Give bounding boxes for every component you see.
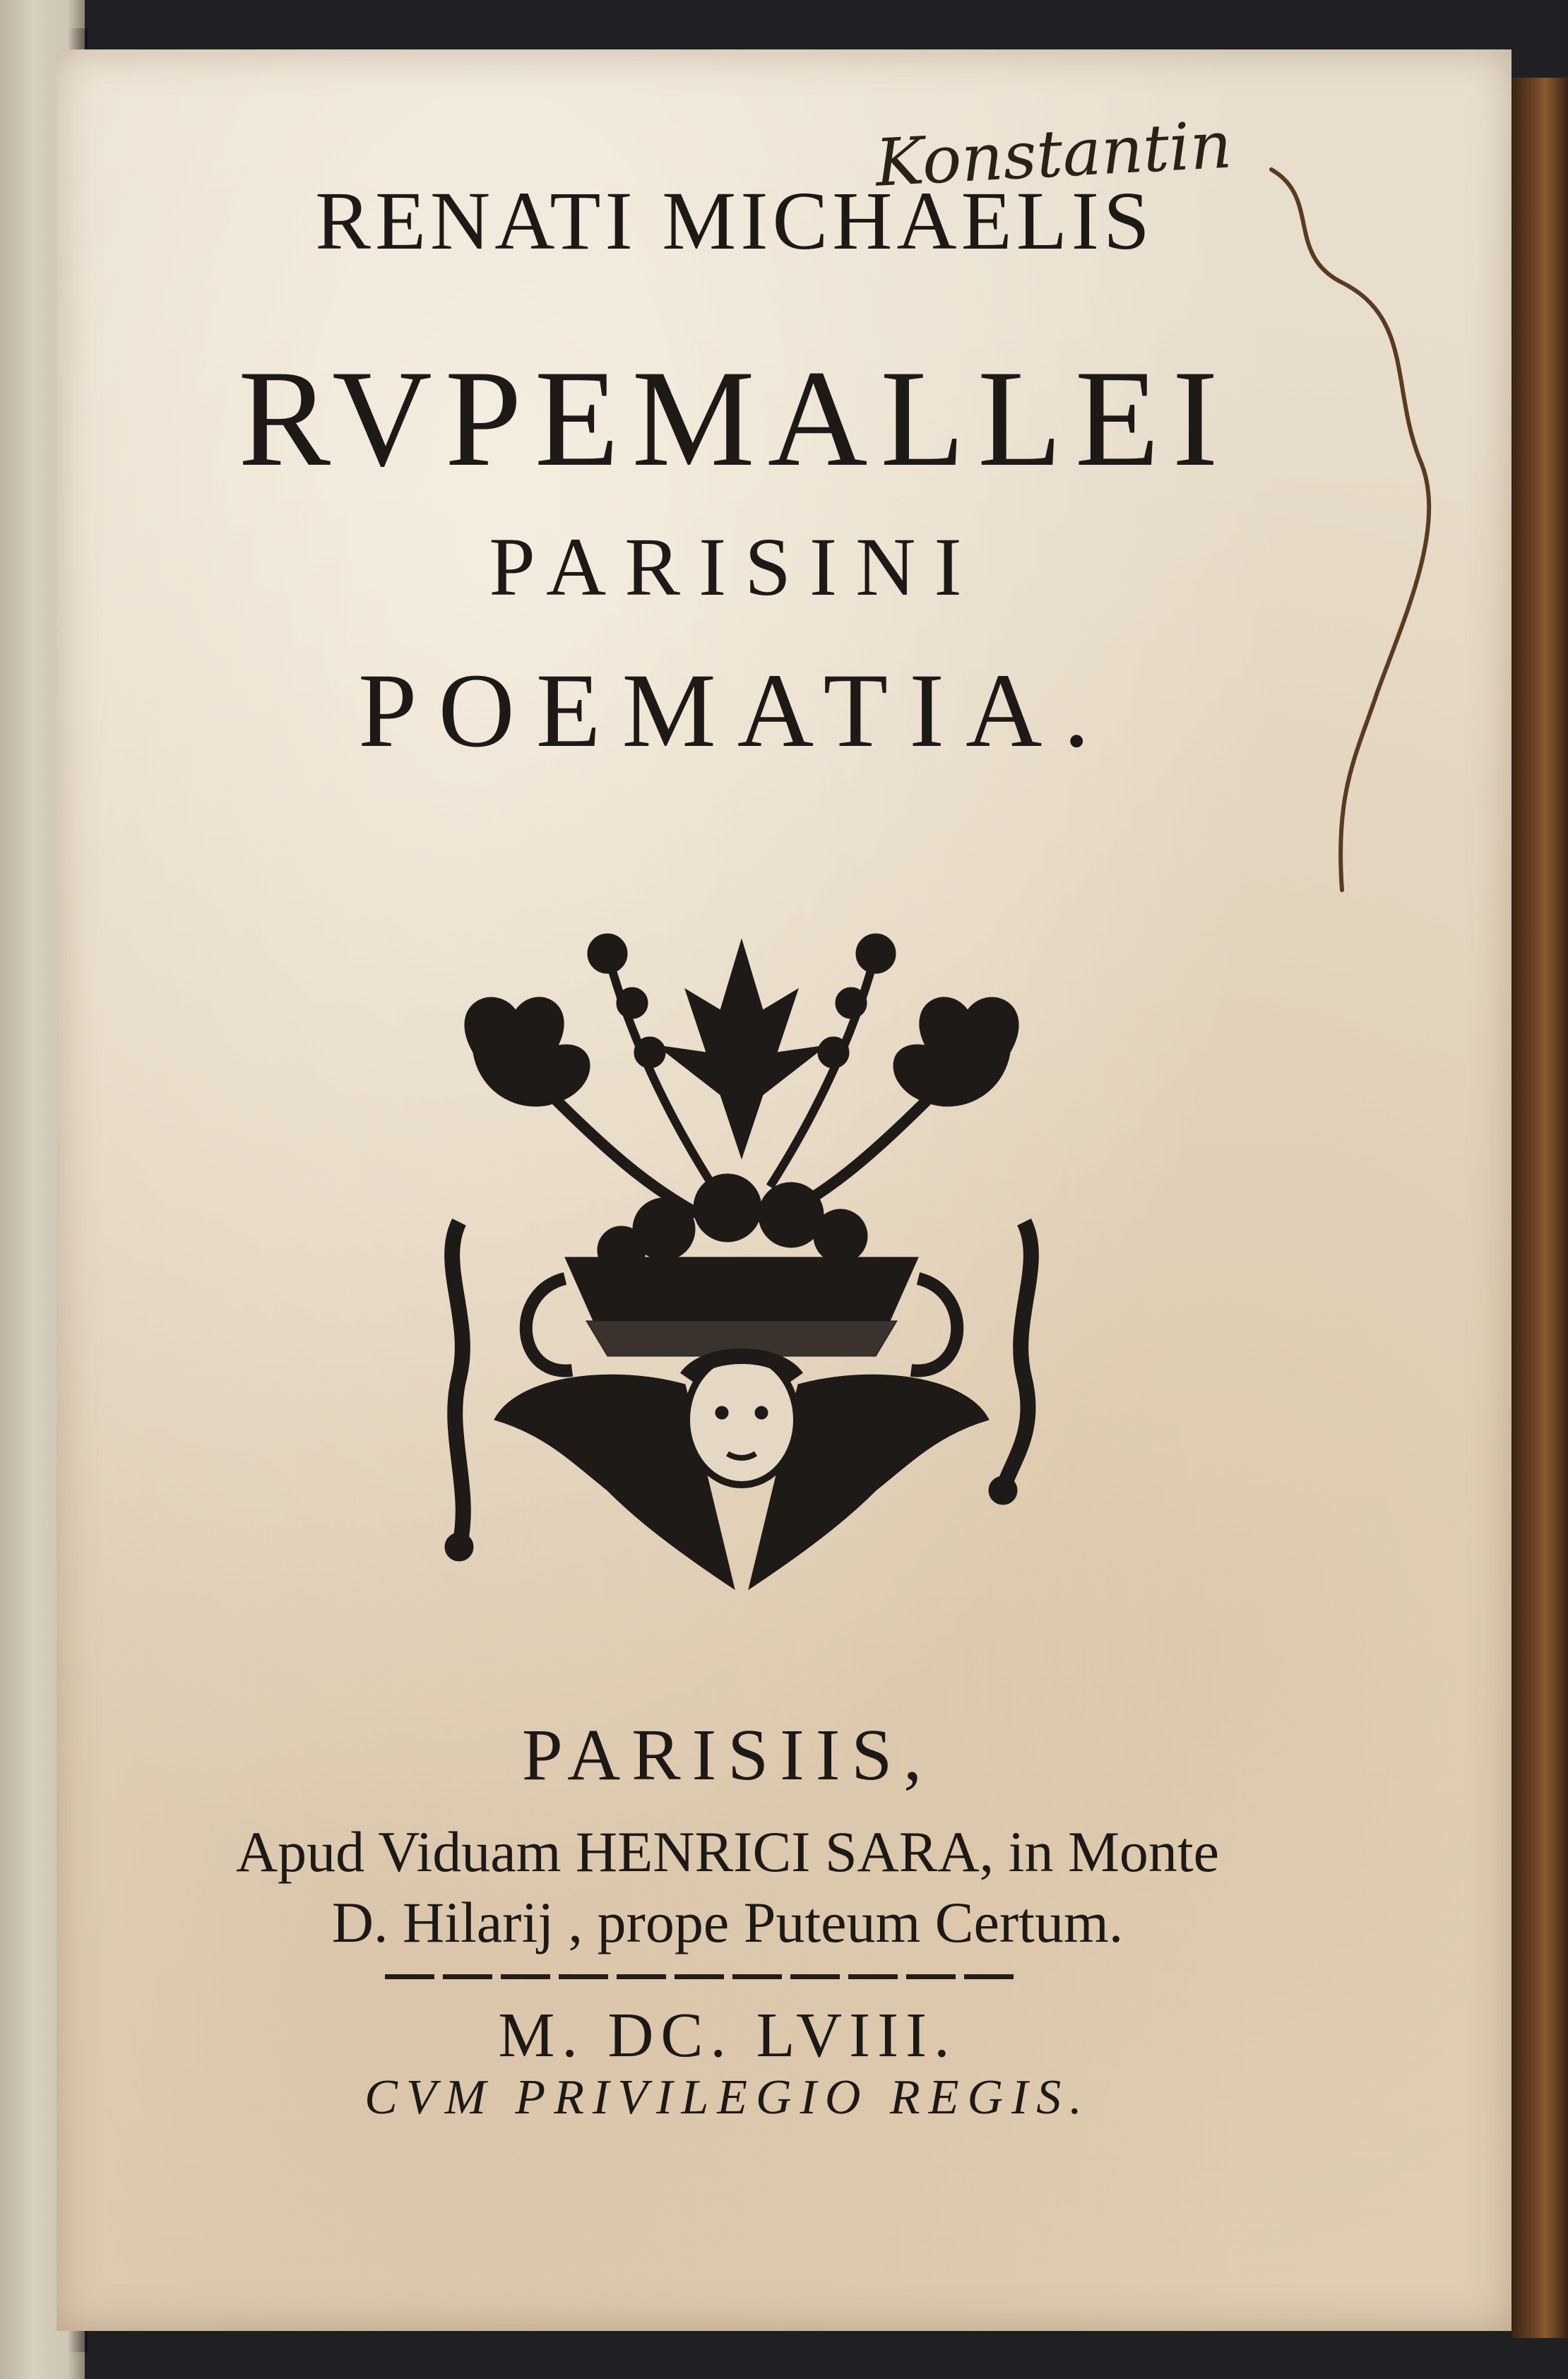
title-page	[57, 49, 1511, 2331]
title-line-surname: RVPEMALLEI	[238, 342, 1231, 495]
book-edge	[1511, 78, 1568, 2338]
title-line-work: POEMATIA.	[358, 652, 1111, 769]
title-line-author: RENATI MICHAELIS	[315, 174, 1154, 267]
title-line-origin: PARISINI	[489, 521, 980, 613]
imprint-year: M. DC. LVIII.	[498, 2000, 957, 2070]
imprint-address: D. Hilarij , prope Puteum Certum.	[331, 1890, 1124, 1954]
imprint-publisher: Apud Viduam HENRICI SARA, in Monte	[235, 1820, 1220, 1884]
imprint-place: PARISIIS,	[521, 1714, 934, 1796]
woodcut-cherub-fruit-basket-icon	[431, 925, 1052, 1603]
divider-rule	[385, 1974, 1021, 1979]
royal-privilege: CVM PRIVILEGIO REGIS.	[364, 2070, 1091, 2125]
ownership-signature: Konstantin	[873, 107, 1234, 201]
